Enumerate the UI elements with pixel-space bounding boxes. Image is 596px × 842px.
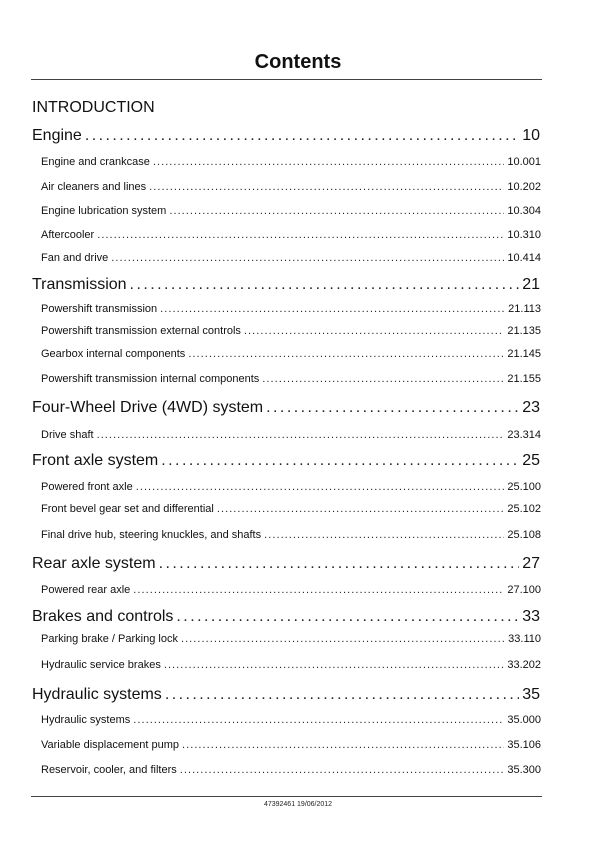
item-title: Hydraulic systems bbox=[41, 714, 131, 726]
item-title: Powershift transmission external controls bbox=[41, 325, 241, 337]
toc-section-engine[interactable] bbox=[32, 126, 542, 146]
section-page: 10 bbox=[522, 127, 540, 144]
toc-item[interactable] bbox=[41, 324, 542, 338]
item-title: Powered rear axle bbox=[41, 584, 131, 596]
toc-item[interactable] bbox=[41, 632, 542, 646]
toc-item[interactable] bbox=[41, 428, 542, 442]
page-title: Contents bbox=[254, 51, 342, 73]
item-page: 35.000 bbox=[507, 714, 541, 726]
section-page: 25 bbox=[522, 452, 540, 469]
item-page: 10.001 bbox=[507, 156, 541, 168]
dot-leader bbox=[182, 738, 504, 752]
dot-leader bbox=[97, 228, 504, 242]
dot-leader bbox=[136, 480, 505, 494]
item-title: Reservoir, cooler, and filters bbox=[41, 764, 177, 776]
dot-leader bbox=[181, 632, 505, 646]
dot-leader bbox=[85, 126, 519, 146]
toc-section-4wd[interactable] bbox=[32, 398, 542, 418]
dot-leader bbox=[180, 763, 505, 777]
item-title: Front bevel gear set and differential bbox=[41, 503, 214, 515]
item-title: Variable displacement pump bbox=[41, 739, 179, 751]
dot-leader bbox=[130, 275, 520, 295]
dot-leader bbox=[160, 302, 505, 316]
intro-heading[interactable]: INTRODUCTION bbox=[32, 99, 155, 116]
toc-section-hydraulics[interactable] bbox=[32, 685, 542, 705]
dot-leader bbox=[164, 658, 505, 672]
dot-leader bbox=[165, 685, 519, 705]
toc-item[interactable] bbox=[41, 763, 542, 777]
dot-leader bbox=[97, 428, 505, 442]
dot-leader bbox=[244, 324, 504, 338]
section-page: 27 bbox=[522, 555, 540, 572]
item-page: 35.106 bbox=[507, 739, 541, 751]
toc-item[interactable] bbox=[41, 204, 542, 218]
item-title: Engine and crankcase bbox=[41, 156, 150, 168]
dot-leader bbox=[153, 155, 504, 169]
dot-leader bbox=[264, 528, 504, 542]
section-title: Engine bbox=[32, 127, 82, 144]
item-page: 21.155 bbox=[507, 373, 541, 385]
item-page: 33.202 bbox=[507, 659, 541, 671]
toc-item[interactable] bbox=[41, 347, 542, 361]
item-title: Drive shaft bbox=[41, 429, 94, 441]
dot-leader bbox=[266, 398, 519, 418]
item-title: Hydraulic service brakes bbox=[41, 659, 161, 671]
item-title: Aftercooler bbox=[41, 229, 95, 241]
item-page: 25.100 bbox=[507, 481, 541, 493]
item-title: Air cleaners and lines bbox=[41, 181, 147, 193]
toc-section-brakes[interactable] bbox=[32, 607, 542, 627]
bottom-divider bbox=[31, 796, 542, 797]
section-page: 33 bbox=[522, 608, 540, 625]
item-title: Powered front axle bbox=[41, 481, 133, 493]
section-page: 23 bbox=[522, 399, 540, 416]
toc-item[interactable] bbox=[41, 180, 542, 194]
dot-leader bbox=[133, 583, 504, 597]
toc-section-rear-axle[interactable] bbox=[32, 554, 542, 574]
item-page: 23.314 bbox=[507, 429, 541, 441]
dot-leader bbox=[217, 502, 504, 516]
toc-item[interactable] bbox=[41, 251, 542, 265]
dot-leader bbox=[111, 251, 504, 265]
item-page: 21.135 bbox=[507, 325, 541, 337]
dot-leader bbox=[161, 451, 519, 471]
toc-item[interactable] bbox=[41, 480, 542, 494]
item-title: Powershift transmission bbox=[41, 303, 158, 315]
section-page: 21 bbox=[522, 276, 540, 293]
toc-item[interactable] bbox=[41, 738, 542, 752]
dot-leader bbox=[176, 607, 519, 627]
top-divider bbox=[31, 79, 542, 80]
item-page: 25.108 bbox=[507, 529, 541, 541]
item-page: 27.100 bbox=[507, 584, 541, 596]
toc-item[interactable] bbox=[41, 583, 542, 597]
toc-item[interactable] bbox=[41, 502, 542, 516]
item-page: 10.414 bbox=[507, 252, 541, 264]
section-title: Transmission bbox=[32, 276, 127, 293]
section-title: Four-Wheel Drive (4WD) system bbox=[32, 399, 264, 416]
dot-leader bbox=[169, 204, 504, 218]
toc-item[interactable] bbox=[41, 713, 542, 727]
item-title: Parking brake / Parking lock bbox=[41, 633, 178, 645]
item-page: 10.310 bbox=[507, 229, 541, 241]
item-page: 10.202 bbox=[507, 181, 541, 193]
section-title: Rear axle system bbox=[32, 555, 156, 572]
toc-section-transmission[interactable] bbox=[32, 275, 542, 295]
item-title: Final drive hub, steering knuckles, and shafts bbox=[41, 529, 262, 541]
item-page: 10.304 bbox=[507, 205, 541, 217]
section-title: Front axle system bbox=[32, 452, 159, 469]
dot-leader bbox=[262, 372, 504, 386]
item-title: Fan and drive bbox=[41, 252, 109, 264]
section-title: Hydraulic systems bbox=[32, 686, 162, 703]
dot-leader bbox=[149, 180, 504, 194]
item-title: Engine lubrication system bbox=[41, 205, 167, 217]
footer-doc-id: 47392461 19/06/2012 bbox=[263, 801, 333, 808]
toc-item[interactable] bbox=[41, 302, 542, 316]
item-title: Powershift transmission internal components bbox=[41, 373, 260, 385]
toc-item[interactable] bbox=[41, 658, 542, 672]
dot-leader bbox=[188, 347, 504, 361]
dot-leader bbox=[133, 713, 504, 727]
toc-item[interactable] bbox=[41, 155, 542, 169]
toc-item[interactable] bbox=[41, 372, 542, 386]
item-title: Gearbox internal components bbox=[41, 348, 186, 360]
toc-item[interactable] bbox=[41, 528, 542, 542]
toc-item[interactable] bbox=[41, 228, 542, 242]
section-page: 35 bbox=[522, 686, 540, 703]
item-page: 21.145 bbox=[507, 348, 541, 360]
item-page: 33.110 bbox=[508, 633, 541, 645]
item-page: 25.102 bbox=[507, 503, 541, 515]
dot-leader bbox=[159, 554, 520, 574]
section-title: Brakes and controls bbox=[32, 608, 174, 625]
toc-section-front-axle[interactable] bbox=[32, 451, 542, 471]
item-page: 35.300 bbox=[507, 764, 541, 776]
item-page: 21.113 bbox=[508, 303, 541, 315]
